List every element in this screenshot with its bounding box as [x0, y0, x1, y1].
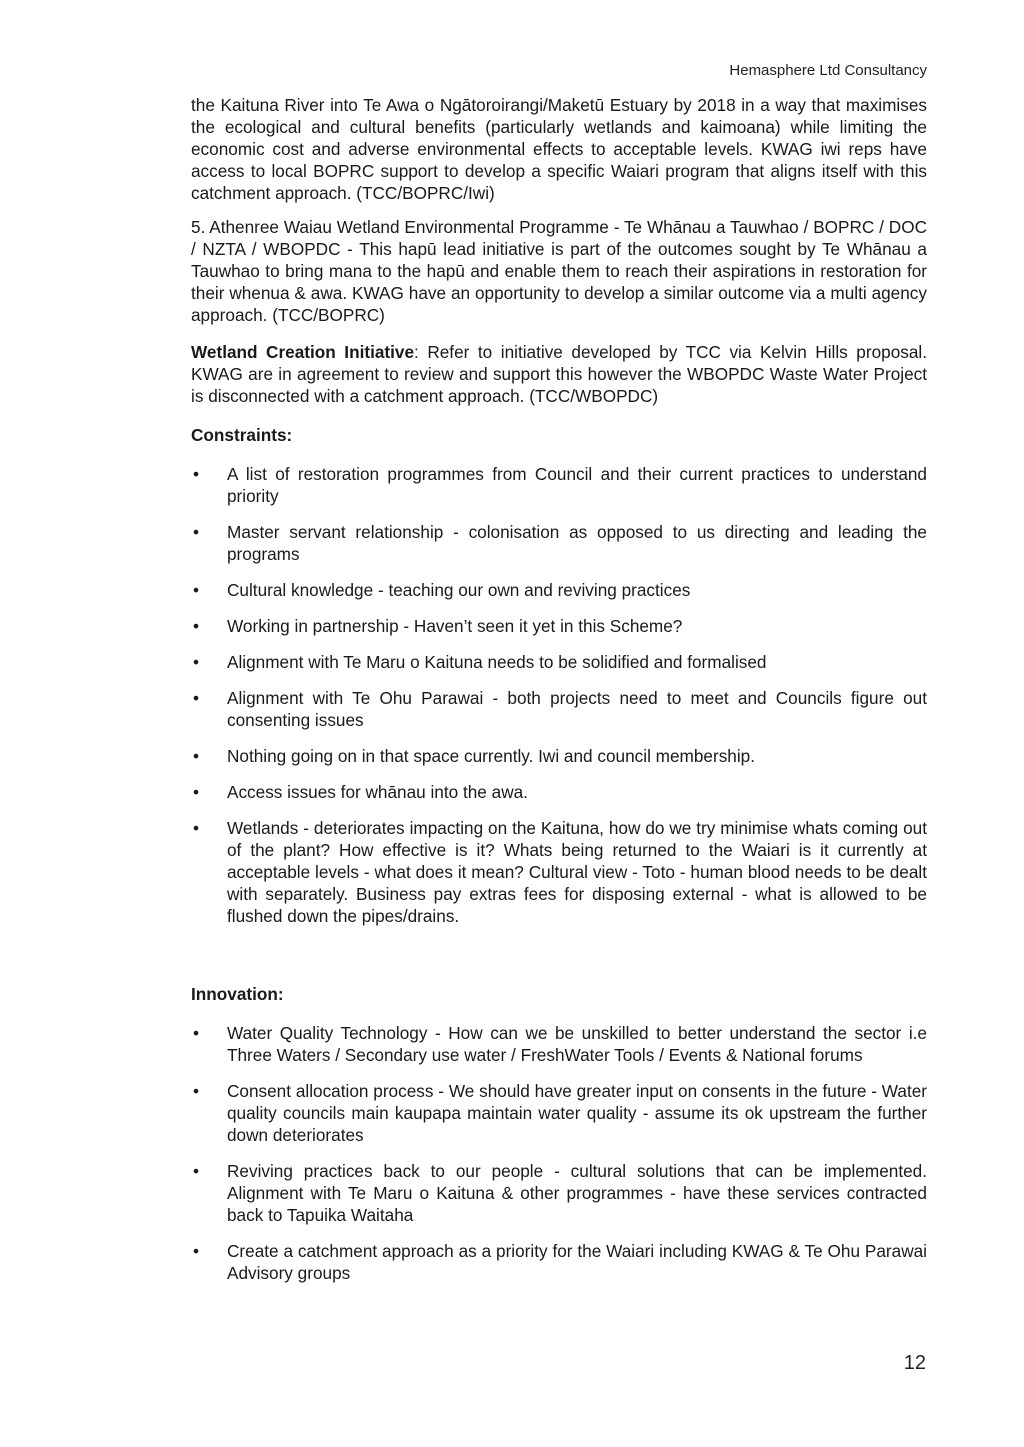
list-item: • Alignment with Te Ohu Parawai - both projects need to meet and Councils figure out consenting issues: [193, 688, 927, 730]
wetland-text: : Refer to initiative developed by TCC via Kelvin Hills proposal. KWAG are in agreement to review and support this however the WBOPDC Waste Water Project is disconnected with a catchment approach. (TCC/WBOPDC): [191, 342, 927, 406]
bullet-icon: •: [193, 782, 200, 802]
bullet-icon: •: [193, 522, 200, 542]
bullet-icon: •: [193, 818, 200, 838]
list-item: • A list of restoration programmes from Council and their current practices to understand priority: [193, 464, 927, 506]
bullet-icon: •: [193, 1081, 200, 1101]
list-item: • Water Quality Technology - How can we be unskilled to better understand the sector i.e Three Waters / Secondary use water / FreshWater Tools / Events & National forums: [193, 1023, 927, 1065]
list-item: • Wetlands - deteriorates impacting on the Kaituna, how do we try minimise whats coming out of the plant? How effective is it? Whats being returned to the Waiari is it currently at acceptable levels - what does it mean? Cultural view - Toto - human blood needs to be dealt with separately. Business pay extras fees for disposing external - what is allowed to be flushed down the pipes/drains.: [193, 818, 927, 926]
list-item: • Consent allocation process - We should have greater input on consents in the future - Water quality councils main kaupapa maintain water quality - assume its ok upstream the further down deteriorates: [193, 1081, 927, 1145]
constraints-list: [191, 463, 927, 927]
page-header: Hemasphere Ltd Consultancy: [729, 62, 927, 79]
wetland-paragraph: [191, 341, 927, 407]
list-item: • Access issues for whānau into the awa.: [193, 782, 528, 802]
list-item: • Working in partnership - Haven’t seen it yet in this Scheme?: [193, 616, 683, 636]
bullet-icon: •: [193, 746, 200, 766]
page-content: [191, 94, 927, 1298]
list-item: • Cultural knowledge - teaching our own and reviving practices: [193, 580, 691, 600]
athenree-paragraph: 5. Athenree Waiau Wetland Environmental Programme - Te Whānau a Tauwhao / BOPRC / DOC / NZTA / WBOPDC - This hapū lead initiative is part of the outcomes sought by Te Whānau a Tauwhao to bring mana to the hapū and enable them to reach their aspirations in restoration for their whenua & awa. KWAG have an opportunity to develop a similar outcome via a multi agency approach. (TCC/BOPRC): [191, 217, 927, 325]
bullet-icon: •: [193, 616, 200, 636]
bullet-icon: •: [193, 580, 200, 600]
bullet-icon: •: [193, 1161, 200, 1181]
bullet-icon: •: [193, 1023, 200, 1043]
bullet-icon: •: [193, 464, 200, 484]
section-spacer: [191, 941, 927, 983]
constraints-heading: Constraints:: [191, 425, 293, 445]
innovation-heading: Innovation:: [191, 984, 284, 1004]
wetland-title: Wetland Creation Initiative: [191, 342, 415, 362]
list-item: • Reviving practices back to our people - cultural solutions that can be implemented. Alignment with Te Maru o Kaituna & other programmes - have these services contracted back to Tapuika Waitaha: [193, 1161, 927, 1225]
bullet-icon: •: [193, 652, 200, 672]
list-item: • Alignment with Te Maru o Kaituna needs to be solidified and formalised: [193, 652, 767, 672]
intro-paragraph: the Kaituna River into Te Awa o Ngātoroirangi/Maketū Estuary by 2018 in a way that maximises the ecological and cultural benefits (particularly wetlands and kaimoana) while limiting the economic cost and adverse environmental effects to acceptable levels. KWAG iwi reps have access to local BOPRC support to develop a specific Waiari program that aligns itself with this catchment approach. (TCC/BOPRC/Iwi): [191, 95, 927, 203]
list-item: • Nothing going on in that space currently. Iwi and council membership.: [193, 746, 756, 766]
list-item: • Master servant relationship - colonisation as opposed to us directing and leading the programs: [193, 522, 927, 564]
list-item: • Create a catchment approach as a priority for the Waiari including KWAG & Te Ohu Parawai Advisory groups: [193, 1241, 927, 1283]
bullet-icon: •: [193, 1241, 200, 1261]
bullet-icon: •: [193, 688, 200, 708]
page-number: 12: [903, 1352, 926, 1374]
innovation-list: [191, 1022, 927, 1284]
